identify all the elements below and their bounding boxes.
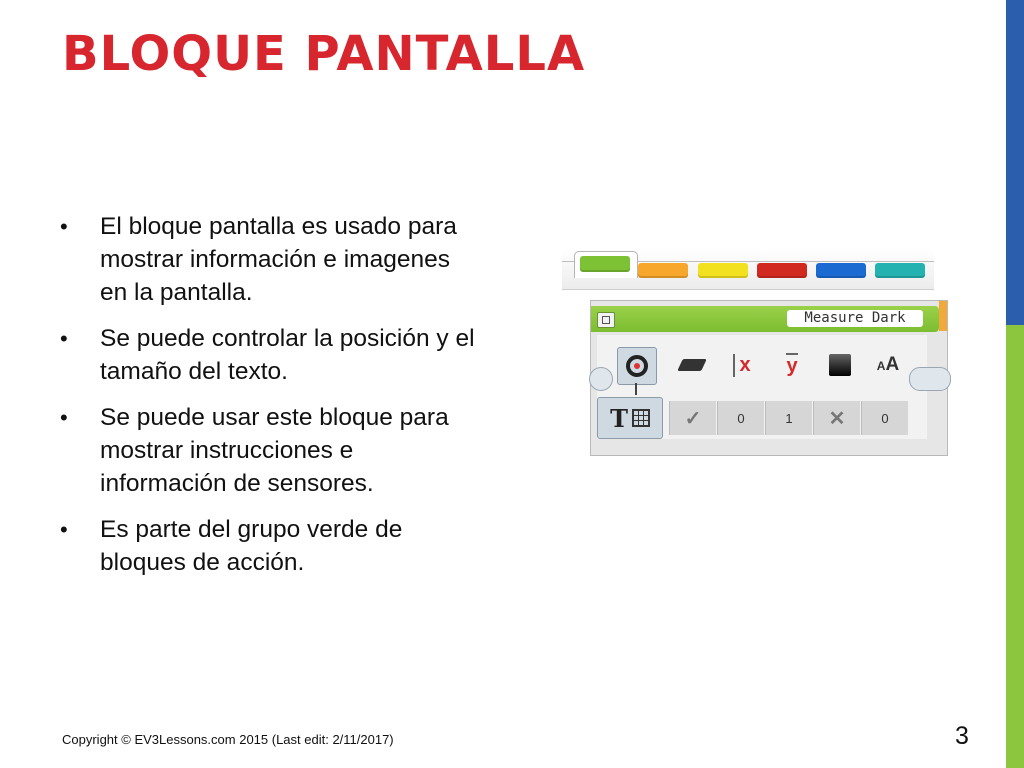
font-param[interactable]: 0 [861,401,908,435]
color-icon [821,347,859,383]
y-param[interactable]: 1 [765,401,812,435]
bullet-icon: • [60,405,68,430]
bullet-text: Se puede usar este bloque para mostrar instrucciones e información de sensores. [100,404,449,497]
eraser-icon [677,359,707,371]
sequence-plug-in-icon[interactable] [589,367,613,391]
bullet-text: Se puede controlar la posición y el tamaño del texto. [100,325,475,385]
bullet-item [58,401,478,500]
bullet-item [58,513,478,579]
display-eye-icon [626,355,648,377]
bullet-icon: • [60,517,68,542]
display-brick-icon [597,312,615,328]
palette-tab-data-swatch[interactable] [757,263,807,278]
bullet-icon: • [60,214,68,239]
block-header [591,306,939,332]
color-param[interactable]: ✕ [813,401,860,435]
slide-title: BLOQUE PANTALLA [62,26,586,82]
clear-screen-param[interactable]: ✓ [669,401,716,435]
display-block[interactable] [590,300,948,456]
clear-screen-icon [673,347,711,383]
display-mode-button[interactable] [617,347,657,385]
palette-tab-flow-swatch[interactable] [638,263,688,278]
palette-tab-myblocks-swatch[interactable] [875,263,925,278]
y-position-icon: y [786,354,798,377]
bullet-item [58,210,478,309]
palette-tab-action-swatch[interactable] [580,256,630,272]
font-size-icon: AA [876,354,900,375]
palette-tab-advanced-swatch[interactable] [816,263,866,278]
text-t-icon: T [610,403,628,433]
mode-stem [635,383,637,395]
copyright-text: Copyright © EV3Lessons.com 2015 (Last edit: 2/11/2017) [62,732,394,747]
bullet-text: Es parte del grupo verde de bloques de acción. [100,516,403,576]
bullet-list [58,210,478,592]
bullet-text: El bloque pantalla es usado para mostrar información e imagenes en la pantalla. [100,213,457,306]
block-palette [562,249,934,290]
text-mode-selector[interactable] [597,397,663,439]
accent-stripe-bottom [1006,325,1024,768]
x-param[interactable]: 0 [717,401,764,435]
page-number: 3 [955,722,969,750]
palette-tab-sensor-swatch[interactable] [698,263,748,278]
neighbor-block-edge [939,301,947,331]
bullet-icon: • [60,326,68,351]
x-position-icon: x [723,347,761,383]
bullet-item [58,322,478,388]
accent-stripe-top [1006,0,1024,325]
grid-icon [632,409,650,427]
sequence-plug-out-icon[interactable] [909,367,951,391]
mode-label: Measure Dark [787,310,923,327]
color-square-icon [829,354,851,376]
